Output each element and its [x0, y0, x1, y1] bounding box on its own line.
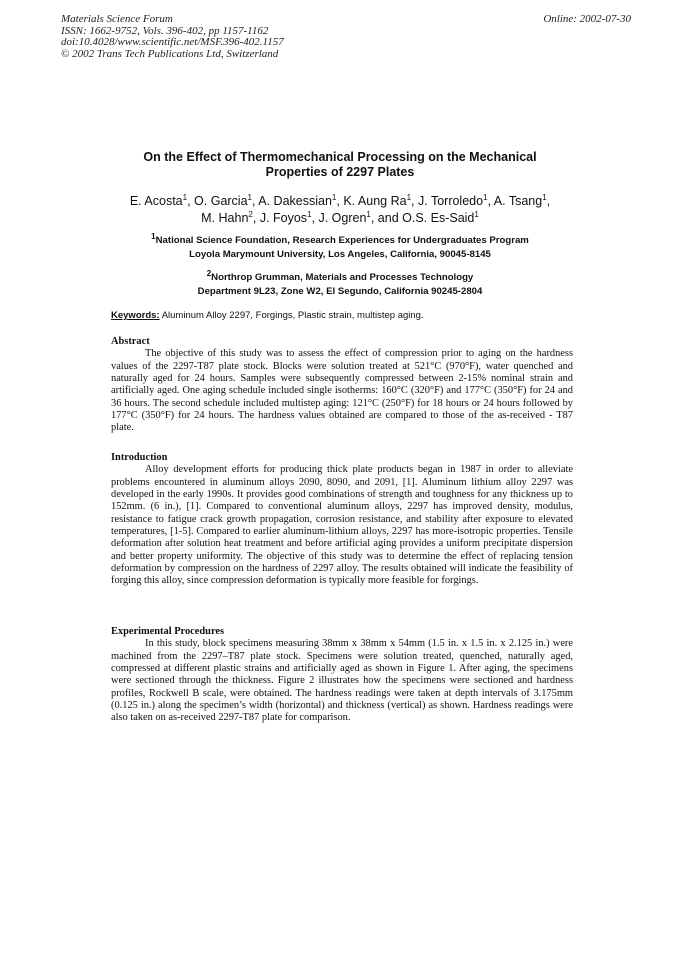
author-separator: ,	[252, 211, 260, 225]
journal-header	[61, 14, 284, 60]
experimental-heading: Experimental Procedures	[111, 626, 225, 637]
author-name: J. Foyos	[259, 211, 308, 225]
introduction-text: Alloy development efforts for producing thick plate products began in 1987 in order to alleviate problems encountered in aluminum alloys 2090, 8090, and 2091, [1]. Aluminum lithium alloy 2297 was developed in the early 1990s. It provides good combinations of strength and toughness for any thickness up to 152mm. (6 in.), [1]. Compared to conventional aluminum alloys, 2297 has improved density, modulus, resistance to fatigue crack growth propagation, corrosion resistance, and stability after exposure to elevated temperatures, [1-5]. Compared to earlier aluminum-lithium alloys, 2297 has more-isotropic properties. Tensile deformation after solution heat treatment and before artificial aging provides a uniform precipitate dispersion and better property uniformity. The objective of this study was to determine the effect of replacing tension deformation by compression on the hardness of 2297 alloy. The results obtained will indicate the feasibility of forging this alloy, since compression deformation is typically more feasible for forgings.	[111, 464, 573, 587]
introduction-section	[111, 452, 573, 588]
paper-title	[80, 150, 600, 180]
author-name: M. Hahn	[201, 211, 249, 225]
author-separator: ,	[187, 194, 195, 208]
online-date: Online: 2002-07-30	[543, 13, 631, 25]
author-separator: ,	[487, 194, 494, 208]
author-name: E. Acosta	[129, 194, 183, 208]
affiliation-line	[80, 268, 600, 285]
author-affiliation-mark: 1	[307, 209, 312, 219]
author-separator: ,	[311, 211, 319, 225]
introduction-heading: Introduction	[111, 452, 168, 463]
author-affiliation-mark: 2	[248, 209, 253, 219]
author-list	[80, 193, 600, 227]
title-line-2: Properties of 2297 Plates	[265, 165, 415, 179]
author-affiliation-mark: 1	[247, 192, 252, 202]
author-affiliation-mark: 1	[331, 192, 337, 202]
keywords-label: Keywords:	[111, 310, 160, 321]
author-affiliation-mark: 1	[182, 192, 188, 202]
issn-line: ISSN: 1662-9752, Vols. 396-402, pp 1157-1162	[61, 24, 269, 37]
author-name: A. Dakessian	[258, 194, 332, 208]
affiliation-line: Department 9L23, Zone W2, El Segundo, California 90245-2804	[197, 285, 483, 297]
affiliation-1	[80, 231, 600, 261]
experimental-section	[111, 626, 573, 725]
author-name: K. Aung Ra	[343, 194, 407, 208]
abstract-section	[111, 336, 573, 435]
affiliation-mark: 1	[151, 231, 156, 241]
author-affiliation-mark: 1	[366, 209, 371, 219]
journal-name: Materials Science Forum	[61, 13, 173, 25]
title-line-1: On the Effect of Thermomechanical Processing on the Mechanical	[143, 150, 537, 164]
keywords	[111, 310, 571, 322]
author-separator: ,	[336, 194, 344, 208]
author-name: J. Torroledo	[417, 194, 484, 208]
author-separator: ,	[546, 194, 551, 208]
affiliation-text: National Science Foundation, Research Experiences for Undergraduates Program	[155, 235, 529, 246]
author-affiliation-mark: 1	[542, 192, 547, 202]
keywords-text: Aluminum Alloy 2297, Forgings, Plastic strain, multistep aging.	[159, 310, 424, 321]
author-name: O.S. Es-Said	[402, 211, 475, 225]
abstract-heading: Abstract	[111, 336, 150, 347]
author-affiliation-mark: 1	[406, 192, 412, 202]
affiliation-text: Northrop Grumman, Materials and Processes Technology	[211, 272, 474, 283]
affiliation-2	[80, 268, 600, 298]
author-name: O. Garcia	[194, 194, 248, 208]
author-name: J. Ogren	[318, 211, 367, 225]
author-separator: ,	[411, 194, 418, 208]
doi-line[interactable]: doi:10.4028/www.scientific.net/MSF.396-402.1157	[61, 36, 284, 48]
author-affiliation-mark: 1	[483, 192, 488, 202]
author-separator: ,	[252, 194, 259, 208]
author-name: A. Tsang	[493, 194, 543, 208]
affiliation-mark: 2	[206, 268, 212, 278]
affiliation-line	[80, 231, 600, 248]
author-line-2	[80, 210, 600, 227]
experimental-text: In this study, block specimens measuring 38mm x 38mm x 54mm (1.5 in. x 1.5 in. x 2.125 in.) were machined from the 2297–T87 plate stock. Specimens were solution treated, quenched, naturally aged, compressed at different plastic strains and artificially aged as shown in Figure 1. After aging, the specimens were sectioned through the thickness. Figure 2 illustrates how the specimens were sectioned and hardness profiles, Rockwell B scale, were obtained. The hardness readings were taken at depth intervals of 3.175mm (0.125 in.) along the specimen’s width (horizontal) and thickness (vertical) as shown. Hardness readings were also taken on as-received 2297-T87 plate for comparison.	[111, 638, 573, 724]
author-line-1	[80, 193, 600, 210]
copyright-line: © 2002 Trans Tech Publications Ltd, Switzerland	[61, 47, 279, 60]
affiliation-line: Loyola Marymount University, Los Angeles, California, 90045-8145	[189, 248, 491, 260]
abstract-text: The objective of this study was to assess the effect of compression prior to aging on the hardness values of the 2297-T87 plate stock. Blocks were solution treated at 521°C (970°F), water quenched and naturally aged for 24 hours. Samples were subsequently compressed between 2-15% nominal strain and artificially aged. One aging schedule included single isotherms: 160°C (320°F) and 177°C (350°F) for 24 and 36 hours. The second schedule included multistep aging: 121°C (250°F) for 18 hours or 24 hours followed by 177°C (350°F) for 24 hours. The hardness values obtained are compared to those of the as-received - T87 plate.	[111, 348, 573, 434]
author-affiliation-mark: 1	[474, 209, 479, 219]
author-separator: , and	[370, 211, 403, 225]
